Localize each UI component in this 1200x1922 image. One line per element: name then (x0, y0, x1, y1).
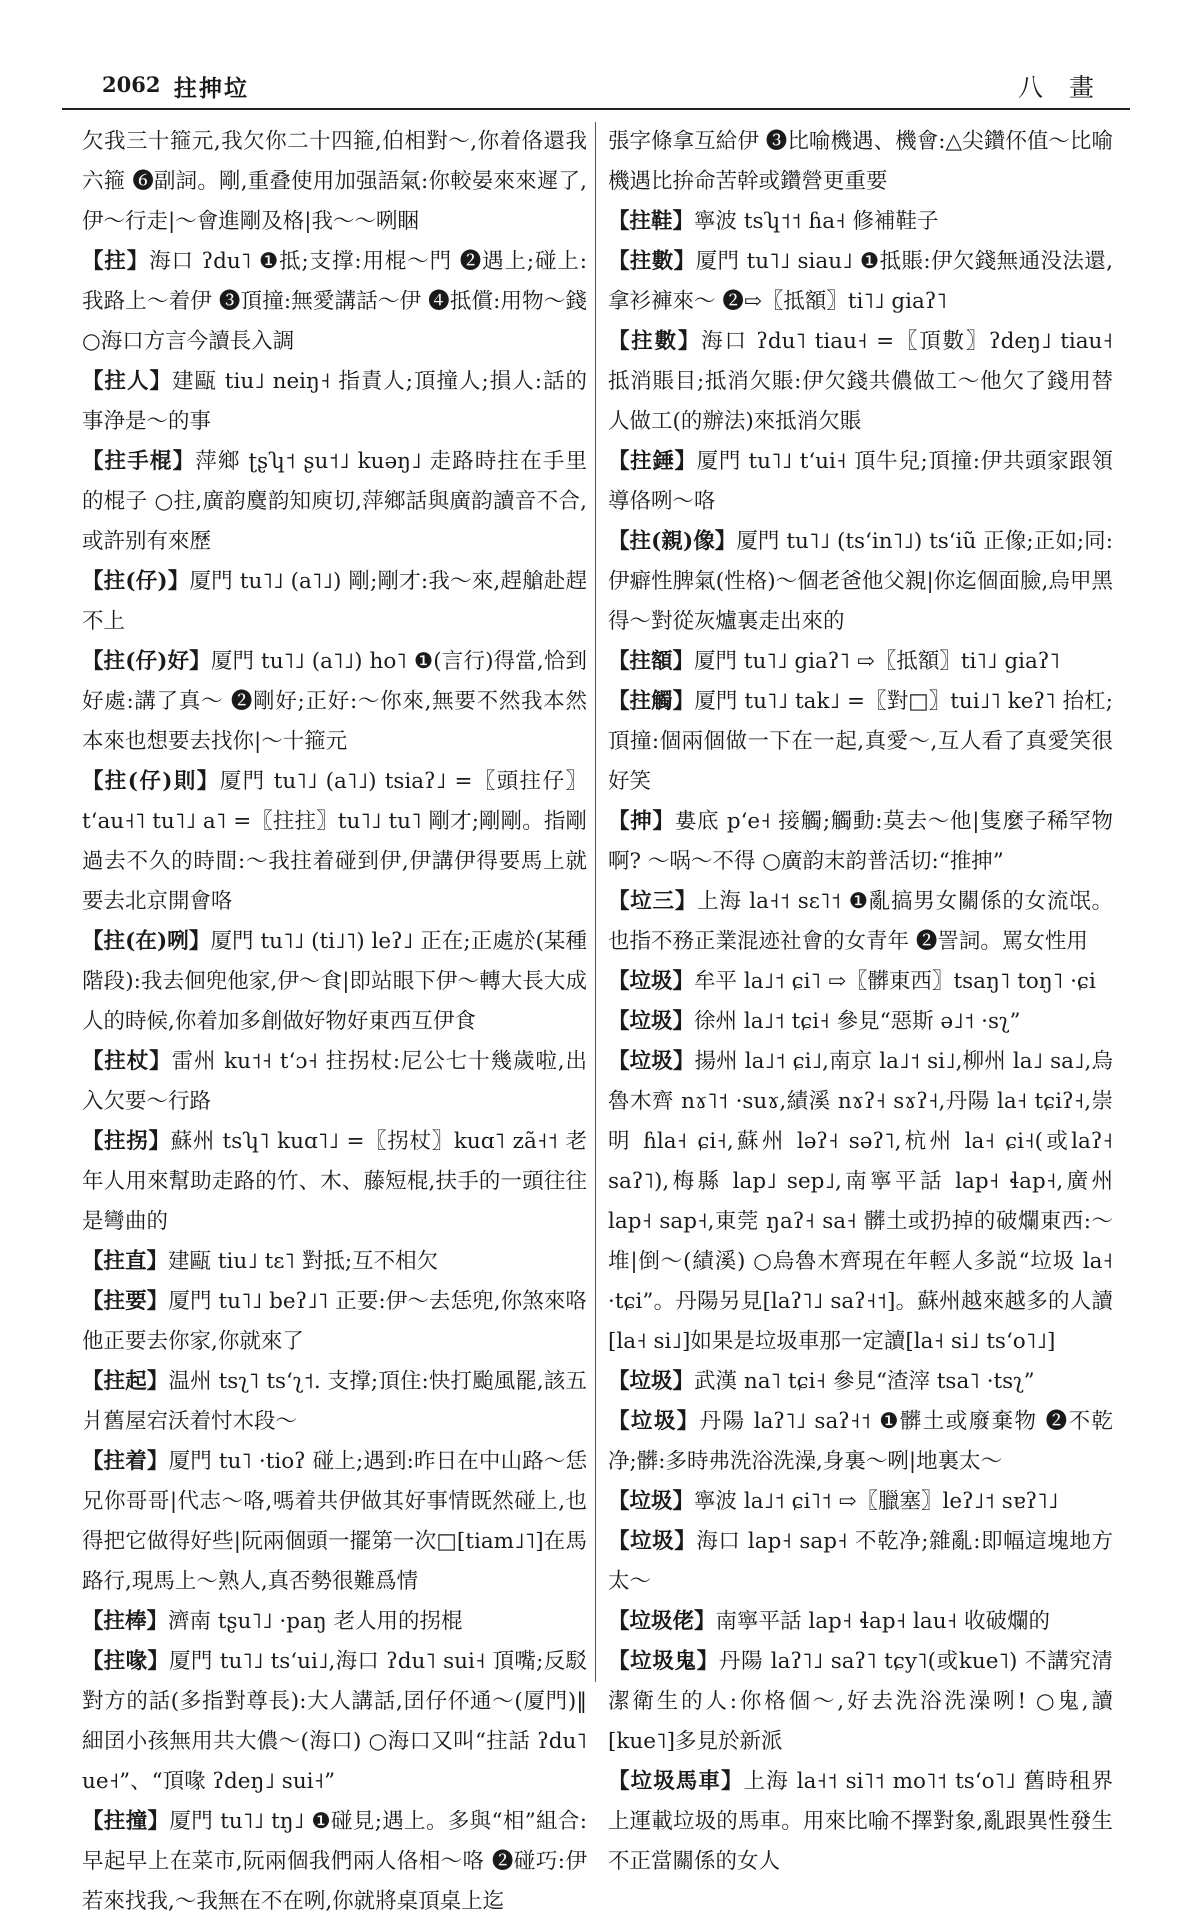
entry-text: 寧波 la˩˦ ɕi˥˦ ⇨〖臘塞〗leʔ˩˦ sɐʔ˥˩ (694, 1489, 1059, 1514)
dictionary-entry (608, 322, 1113, 442)
entry-text: 厦門 tu˥˩ siau˩ ❶抵賬:伊欠錢無通没法還,拿衫褲來～ ❷⇨〖抵額〗ti˥˩ giaʔ˥ (608, 249, 1113, 314)
entry-headword: 【垃圾鬼】 (608, 1649, 719, 1674)
entry-headword: 【拄】 (82, 249, 150, 274)
entry-text: 厦門 tu˥˩ tak˩ =〖對□〗tui˩˥ keʔ˥ 抬杠;頂撞:個兩個做一下在一起,真愛～,互人看了真愛笑很好笑 (608, 689, 1113, 794)
entry-headword: 【拄喙】 (82, 1649, 170, 1674)
entry-text: 丹陽 laʔ˥˩ saʔ˥ tɕy˥(或kue˥) 不講究清潔衛生的人:你格個～,好去洗浴洗澡咧! ○鬼,讀[kue˥]多見於新派 (608, 1649, 1113, 1754)
entry-headword: 【拄觸】 (608, 689, 695, 714)
entry-text: 厦門 tu˥ ·tioʔ 碰上;遇到:昨日在中山路～恁兄你哥哥|代志～咯,嗎着共伊做其好事情既然碰上,也得把它做得好些|阮兩個頭一擺第一次□[tiam˩˥]在馬路行,現馬上～熟人,真否勢很難爲情 (82, 1449, 587, 1594)
entry-headword: 【垃圾】 (608, 1529, 697, 1554)
dictionary-entry (82, 642, 587, 762)
dictionary-entry (608, 1362, 1113, 1402)
dictionary-entry (608, 962, 1113, 1002)
page-number: 2062 (102, 72, 161, 97)
entry-text: 揚州 la˩˦ ɕi˩,南京 la˩˦ si˩,柳州 la˩ sa˩,烏魯木齊 nɤ˥˦ ·suɤ,績溪 nɤʔ˧ sɤʔ˧,丹陽 la˧ tɕiʔ˧,崇明 ɦla˧ ɕi˧,蘇州 ləʔ˧ səʔ˥,杭州 la˧ ɕi˧(或laʔ˧ saʔ˥),梅縣 lap˩ sep˩,南寧平話 lap˧ ɬap˧,廣州 lap˧ sap˧,東莞 ŋaʔ˧ sa˧ 髒土或扔掉的破爛東西:～堆|倒～(績溪) ○烏魯木齊現在年輕人多説“垃圾 la˧ ·tɕi”。丹陽另見[laʔ˥˩ saʔ˧˦]。蘇州越來越多的人讀[la˧ si˩]如果是垃圾車那一定讀[la˧ si˩ tsʻo˥˩] (608, 1049, 1113, 1354)
right-column (608, 122, 1113, 1882)
entry-text: 厦門 tu˥˩ (ti˩˥) leʔ˩ 正在;正處於(某種階段):我去佪兜他家,伊～食|即站眼下伊～轉大長大成人的時候,你着加多創做好物好東西互伊食 (82, 929, 587, 1034)
dictionary-entry (608, 122, 1113, 202)
entry-text: 武漢 na˥ tɕi˧ 參見“渣滓 tsa˥ ·tsʅ” (694, 1369, 1035, 1394)
dictionary-entry (82, 1042, 587, 1122)
entry-text: 牟平 la˩˦ ɕi˥ ⇨〖髒東西〗tsaŋ˥ toŋ˥ ·ɕi (694, 969, 1096, 994)
entry-headword: 【垃圾佬】 (608, 1609, 716, 1634)
dictionary-entry (608, 882, 1113, 962)
entry-headword: 【拄(仔)則】 (82, 769, 220, 794)
entry-headword: 【拄起】 (82, 1369, 169, 1394)
entry-text: 濟南 tʂu˥˩ ·paŋ 老人用的拐棍 (168, 1609, 463, 1634)
dictionary-entry (82, 1442, 587, 1602)
entry-headword: 【垃三】 (608, 889, 698, 914)
dictionary-entry (82, 362, 587, 442)
entry-headword: 【拄(親)像】 (608, 529, 737, 554)
entry-headword: 【抻】 (608, 809, 675, 834)
entry-text: 厦門 tu˥˩ (a˥˩) 剛;剛才:我～來,趕艙赴趕不上 (82, 569, 587, 634)
dictionary-entry (608, 1602, 1113, 1642)
entry-headword: 【拄數】 (608, 249, 696, 274)
entry-text: 海口 lap˧ sap˧ 不乾净;雜亂:即幅這塊地方太～ (608, 1529, 1113, 1594)
entry-headword: 【拄棒】 (82, 1609, 169, 1634)
dictionary-entry (82, 242, 587, 362)
entry-headword: 【拄杖】 (82, 1049, 172, 1074)
header-guide-characters: 拄抻垃 (174, 75, 249, 102)
entry-headword: 【拄(仔)好】 (82, 649, 211, 674)
dictionary-entry (608, 1482, 1113, 1522)
entry-headword: 【拄錘】 (608, 449, 697, 474)
dictionary-entry (82, 1242, 587, 1282)
column-divider (595, 122, 596, 1682)
left-column (82, 122, 587, 1922)
section-label: 八畫 (1017, 73, 1120, 102)
entry-text: 温州 tsʅ˥ tsʻʅ˦. 支撑;頂住:快打颱風罷,該五爿舊屋宕沃着忖木段～ (82, 1369, 587, 1434)
dictionary-entry (608, 1642, 1113, 1762)
entry-text: 徐州 la˩˦ tɕi˧ 參見“惡斯 ə˩˦ ·sʅ” (694, 1009, 1021, 1034)
entry-text: 厦門 tu˥˩ (tsʻin˥˩) tsʻiũ 正像;正如;同:伊癖性脾氣(性格)～個老爸他父親|你迄個面臉,烏甲黑得～對從灰爐裏走出來的 (608, 529, 1113, 634)
entry-headword: 【垃圾】 (608, 1009, 695, 1034)
entry-headword: 【拄額】 (608, 649, 695, 674)
dictionary-entry (608, 242, 1113, 322)
entry-text: 厦門 tu˥˩ (a˥˩) tsiaʔ˩ =〖頭拄仔〗tʻau˧˥ tu˥˩ a˥ =〖拄拄〗tu˥˩ tu˥ 剛才;剛剛。指剛過去不久的時間:～我拄着碰到伊,伊講伊得要馬上就要去北京開會咯 (82, 769, 587, 914)
entry-text: 厦門 tu˥˩ (a˥˩) ho˥ ❶(言行)得當,恰到好處:講了真～ ❷剛好;正好:～你來,無要不然我本然本來也想要去找你|～十箍元 (82, 649, 587, 754)
dictionary-entry (82, 762, 587, 922)
dictionary-entry (82, 1122, 587, 1242)
entry-text: 建甌 tiu˩ neiŋ˧ 指責人;頂撞人;損人:話的事浄是～的事 (82, 369, 587, 434)
dictionary-entry (82, 922, 587, 1042)
entry-headword: 【拄數】 (608, 329, 702, 354)
entry-headword: 【拄要】 (82, 1289, 169, 1314)
dictionary-entry (82, 1282, 587, 1362)
page-header (62, 62, 1130, 110)
entry-headword: 【垃圾】 (608, 969, 695, 994)
entry-text: 雷州 ku˦˧ tʻɔ˧ 拄拐杖:尼公七十幾歲啦,出入欠要～行路 (82, 1049, 587, 1114)
entry-headword: 【垃圾】 (608, 1409, 700, 1434)
dictionary-entry (82, 1642, 587, 1802)
dictionary-entry (82, 1362, 587, 1442)
entry-text: 張字條拿互給伊 ❸比喻機遇、機會:△尖鑽伓值～比喻機遇比拚命苦幹或鑽營更重要 (608, 129, 1113, 194)
entry-headword: 【拄拐】 (82, 1129, 171, 1154)
dictionary-entry (608, 1402, 1113, 1482)
dictionary-entry (608, 202, 1113, 242)
entry-text: 上海 la˧˦ sɛ˥˦ ❶亂搞男女關係的女流氓。也指不務正業混迹社會的女青年 ❷詈詞。罵女性用 (608, 889, 1113, 954)
dictionary-entry (82, 122, 587, 242)
dictionary-entry (82, 442, 587, 562)
entry-headword: 【垃圾馬車】 (608, 1769, 744, 1794)
dictionary-entry (82, 1602, 587, 1642)
entry-headword: 【拄直】 (82, 1249, 169, 1274)
entry-text: 厦門 tu˥˩ giaʔ˥ ⇨〖抵額〗ti˥˩ giaʔ˥ (694, 649, 1060, 674)
entry-text: 蘇州 tsʮ˥ kuɑ˥˩ =〖拐杖〗kuɑ˥ zã˧˦ 老年人用來幫助走路的竹、木、藤短棍,扶手的一頭往往是彎曲的 (82, 1129, 587, 1234)
entry-headword: 【拄着】 (82, 1449, 169, 1474)
dictionary-entry (82, 562, 587, 642)
entry-headword: 【拄人】 (82, 369, 172, 394)
entry-text: 厦門 tu˥˩ tŋ˩ ❶碰見;遇上。多與“相”組合:早起早上在菜市,阮兩個我們兩人佫相～咯 ❷碰巧:伊若來找我,～我無在不在咧,你就將桌頂桌上迄 (82, 1809, 587, 1914)
entry-headword: 【垃圾】 (608, 1369, 695, 1394)
dictionary-entry (608, 442, 1113, 522)
entry-text: 建甌 tiu˩ tɛ˥ 對抵;互不相欠 (168, 1249, 439, 1274)
entry-text: 厦門 tu˥˩ beʔ˩˥ 正要:伊～去恁兜,你煞來咯他正要去你家,你就來了 (82, 1289, 587, 1354)
entry-text: 海口 ʔdu˥ ❶抵;支撑:用棍～門 ❷遇上;碰上:我路上～着伊 ❸頂撞:無愛講話～伊 ❹抵償:用物～錢 ○海口方言今讀長入調 (82, 249, 587, 354)
dictionary-entry (608, 1042, 1113, 1362)
dictionary-entry (608, 642, 1113, 682)
entry-text: 上海 la˧˦ si˥˦ mo˥˦ tsʻo˥˩ 舊時租界上運載垃圾的馬車。用來比喻不擇對象,亂跟異性發生不正當關係的女人 (608, 1769, 1113, 1874)
dictionary-entry (608, 1002, 1113, 1042)
entry-text: 婁底 pʻe˧ 接觸;觸動:莫去～他|隻麼子稀罕物啊? ～㖞～不得 ○廣韵末韵普活切:“推抻” (608, 809, 1113, 874)
entry-text: 厦門 tu˥˩ tsʻui˩,海口 ʔdu˥ sui˧ 頂嘴;反駁對方的話(多指對尊長):大人講話,囝仔伓通～(厦門)‖細囝小孩無用共大儂～(海口) ○海口又叫“拄話 ʔdu˥ ue˧”、“頂喙 ʔdeŋ˩ sui˧” (82, 1649, 587, 1794)
entry-text: 南寧平話 lap˧ ɬap˧ lau˧ 收破爛的 (715, 1609, 1051, 1634)
dictionary-entry (608, 1762, 1113, 1882)
dictionary-entry (608, 522, 1113, 642)
entry-headword: 【垃圾】 (608, 1049, 695, 1074)
entry-headword: 【拄(仔)】 (82, 569, 190, 594)
entry-text: 寧波 tsʮ˦˦ ɦa˧ 修補鞋子 (694, 209, 939, 234)
entry-text: 萍鄉 ʈʂʮ˦ ʂu˦˩ kuəŋ˩ 走路時拄在手里的棍子 ○拄,廣韵麌韵知庾切,萍鄉話與廣韵讀音不合,或許别有來歷 (82, 449, 587, 554)
dictionary-entry (82, 1802, 587, 1922)
dictionary-entry (608, 682, 1113, 802)
entry-text: 丹陽 laʔ˥˩ saʔ˧˦ ❶髒土或廢棄物 ❷不乾净;髒:多時弗洗浴洗澡,身裏～咧|地裏太～ (608, 1409, 1113, 1474)
entry-text: 厦門 tu˥˩ tʻui˧ 頂牛兒;頂撞:伊共頭家跟領導佫咧～咯 (608, 449, 1113, 514)
entry-headword: 【垃圾】 (608, 1489, 695, 1514)
entry-headword: 【拄(在)咧】 (82, 929, 211, 954)
entry-headword: 【拄撞】 (82, 1809, 170, 1834)
dictionary-entry (608, 802, 1113, 882)
dictionary-entry (608, 1522, 1113, 1602)
entry-headword: 【拄鞋】 (608, 209, 695, 234)
entry-text: 海口 ʔdu˥ tiau˧ =〖頂數〗ʔdeŋ˩ tiau˧ 抵消賬目;抵消欠賬:伊欠錢共儂做工～他欠了錢用替人做工(的辦法)來抵消欠賬 (608, 329, 1113, 434)
entry-headword: 【拄手棍】 (82, 449, 196, 474)
entry-text: 欠我三十箍元,我欠你二十四箍,伯相對～,你着佫還我六箍 ❻副詞。剛,重叠使用加强語氣:你較晏來來遲了,伊～行走|～會進剛及格|我～～咧睏 (82, 129, 587, 234)
